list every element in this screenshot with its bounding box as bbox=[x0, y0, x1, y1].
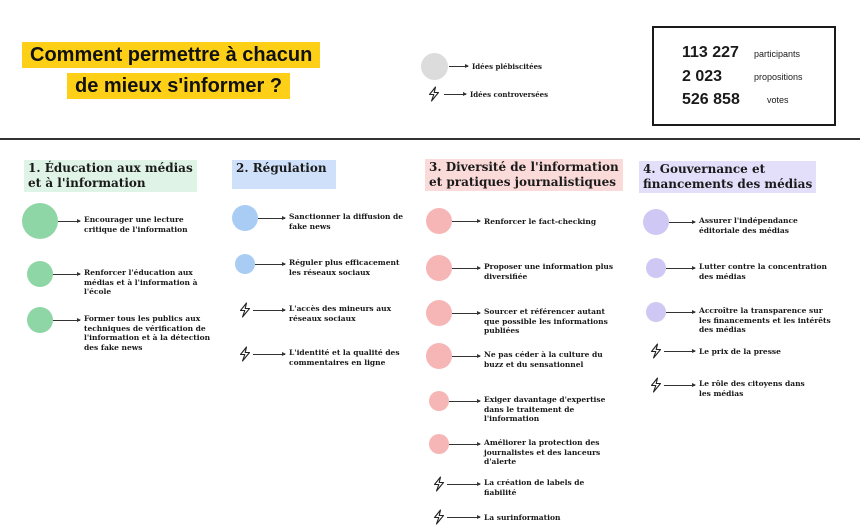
idea-label bbox=[484, 438, 600, 467]
idea-label-line: Réguler plus efficacement bbox=[289, 258, 400, 267]
idea-label-line: que possible les informations bbox=[484, 316, 608, 326]
arrow-icon bbox=[452, 313, 480, 314]
arrow-icon bbox=[255, 264, 285, 265]
category-title-line: 1. Éducation aux médias bbox=[28, 161, 193, 175]
stat-participants bbox=[682, 44, 739, 62]
category-title-regulation bbox=[232, 160, 336, 189]
idea-bubble bbox=[232, 205, 258, 231]
idea-label-line: Lutter contre la concentration bbox=[699, 262, 827, 271]
page-title-line-1: Comment permettre à chacun bbox=[22, 42, 320, 68]
page-title-line-2: de mieux s'informer ? bbox=[67, 73, 290, 99]
arrow-icon bbox=[452, 268, 480, 269]
idea-label bbox=[699, 216, 798, 235]
idea-label-line: des médias bbox=[699, 271, 746, 281]
idea-bubble bbox=[235, 254, 255, 274]
idea-label-line: l'école bbox=[84, 287, 112, 296]
idea-label bbox=[699, 306, 831, 335]
idea-bubble bbox=[426, 208, 452, 234]
idea-bubble bbox=[646, 258, 666, 278]
header-divider bbox=[0, 138, 860, 140]
idea-label-line: Ne pas céder à la culture du bbox=[484, 350, 603, 359]
idea-bubble bbox=[426, 300, 452, 326]
idea-label bbox=[484, 350, 603, 369]
idea-label-line: journalistes et des lanceurs bbox=[484, 447, 601, 457]
arrow-icon bbox=[253, 354, 285, 355]
idea-bubble bbox=[27, 261, 53, 287]
legend-controversy-label: Idées controversées bbox=[470, 89, 549, 99]
category-title-line: et pratiques journalistiques bbox=[429, 175, 617, 189]
idea-label bbox=[484, 395, 605, 424]
idea-label-line: fiabilité bbox=[484, 487, 517, 497]
idea-label-line: d'alerte bbox=[484, 457, 517, 466]
idea-label bbox=[699, 347, 781, 357]
arrow-icon bbox=[447, 517, 480, 518]
arrow-icon bbox=[449, 401, 480, 402]
arrow-icon bbox=[258, 218, 285, 219]
idea-label-line: l'information et à la détection bbox=[84, 333, 211, 342]
idea-label bbox=[289, 258, 399, 277]
stat-label: votes bbox=[767, 95, 789, 105]
arrow-icon bbox=[664, 351, 695, 352]
idea-label bbox=[484, 513, 560, 523]
idea-label bbox=[289, 348, 400, 367]
stat-label: propositions bbox=[754, 72, 803, 82]
category-title-education bbox=[24, 160, 197, 192]
idea-label-line: dans le traitement de bbox=[484, 404, 575, 414]
legend-controversy bbox=[427, 86, 548, 102]
idea-label-line: Encourager une lecture bbox=[84, 215, 184, 224]
category-title-line: 2. Régulation bbox=[236, 161, 327, 175]
idea-bubble bbox=[426, 343, 452, 369]
idea-bubble bbox=[643, 209, 669, 235]
legend-bubble-icon bbox=[421, 53, 448, 80]
arrow-icon bbox=[53, 274, 80, 275]
idea-label-line: Proposer une information plus bbox=[484, 262, 614, 271]
idea-label bbox=[484, 217, 596, 227]
idea-label bbox=[84, 314, 210, 352]
arrow-icon bbox=[669, 222, 695, 223]
legend-arrow-icon bbox=[449, 66, 468, 67]
idea-label-line: fake news bbox=[289, 221, 331, 231]
arrow-icon bbox=[666, 312, 695, 313]
idea-bubble bbox=[646, 302, 666, 322]
arrow-icon bbox=[452, 356, 480, 357]
idea-label-line: Sanctionner la diffusion de bbox=[289, 212, 404, 221]
idea-label-line: Renforcer le fact-checking bbox=[484, 217, 597, 226]
arrow-icon bbox=[449, 444, 480, 445]
idea-label-line: les financements et les intérêts bbox=[699, 315, 831, 325]
idea-label-line: critique de l'information bbox=[84, 224, 188, 234]
idea-label-line: Assurer l'indépendance bbox=[699, 216, 798, 225]
idea-label-line: techniques de vérification de bbox=[84, 323, 206, 333]
idea-label bbox=[484, 478, 584, 497]
idea-label bbox=[484, 307, 608, 336]
idea-label bbox=[84, 215, 188, 234]
idea-label bbox=[84, 268, 197, 297]
idea-label-line: les réseaux sociaux bbox=[289, 267, 370, 277]
lightning-icon bbox=[432, 509, 446, 525]
lightning-icon bbox=[649, 377, 663, 393]
idea-label-line: médias et à l'information à bbox=[84, 277, 198, 287]
idea-label-line: commentaires en ligne bbox=[289, 357, 386, 367]
legend-arrow-icon bbox=[444, 94, 466, 95]
category-title-line: financements des médias bbox=[643, 177, 813, 191]
idea-bubble bbox=[22, 203, 58, 239]
lightning-icon bbox=[427, 86, 441, 102]
idea-label-line: Améliorer la protection des bbox=[484, 438, 600, 447]
stat-value: 2 023 bbox=[682, 68, 723, 85]
idea-label bbox=[289, 212, 403, 231]
idea-label-line: Accroître la transparence sur bbox=[699, 306, 823, 315]
arrow-icon bbox=[53, 320, 80, 321]
category-title-line: 4. Gouvernance et bbox=[643, 162, 766, 176]
idea-label-line: des médias bbox=[699, 325, 746, 334]
idea-label bbox=[699, 262, 827, 281]
legend-plebiscite-label: Idées plébiscitées bbox=[472, 62, 542, 71]
arrow-icon bbox=[58, 221, 80, 222]
idea-label-line: Le rôle des citoyens dans bbox=[699, 379, 805, 388]
idea-label-line: des fake news bbox=[84, 342, 143, 352]
idea-label-line: Exiger davantage d'expertise bbox=[484, 395, 606, 404]
arrow-icon bbox=[664, 385, 695, 386]
stat-label: participants bbox=[754, 49, 801, 59]
idea-label bbox=[289, 304, 391, 323]
idea-label-line: diversifiée bbox=[484, 271, 528, 281]
idea-label-line: L'identité et la qualité des bbox=[289, 348, 400, 357]
idea-label-line: publiées bbox=[484, 326, 520, 335]
idea-label-line: l'information bbox=[484, 414, 540, 423]
idea-label-line: Former tous les publics aux bbox=[84, 314, 201, 323]
idea-label bbox=[484, 262, 613, 281]
arrow-icon bbox=[666, 268, 695, 269]
idea-label-line: La surinformation bbox=[484, 513, 561, 522]
stat-value: 526 858 bbox=[682, 91, 740, 108]
arrow-icon bbox=[452, 221, 480, 222]
idea-label-line: La création de labels de bbox=[484, 478, 585, 487]
idea-bubble bbox=[429, 391, 449, 411]
idea-bubble bbox=[27, 307, 53, 333]
idea-label-line: les médias bbox=[699, 388, 744, 398]
arrow-icon bbox=[447, 484, 480, 485]
category-title-gouvernance bbox=[639, 161, 816, 193]
lightning-icon bbox=[238, 346, 252, 362]
arrow-icon bbox=[253, 310, 285, 311]
lightning-icon bbox=[649, 343, 663, 359]
idea-label-line: Sourcer et référencer autant bbox=[484, 307, 605, 316]
stat-propositions bbox=[682, 68, 722, 86]
legend-plebiscite bbox=[421, 53, 542, 80]
category-title-diversite bbox=[425, 159, 623, 191]
lightning-icon bbox=[238, 302, 252, 318]
idea-label bbox=[699, 379, 805, 398]
idea-label-line: éditoriale des médias bbox=[699, 225, 789, 235]
idea-label-line: Le prix de la presse bbox=[699, 347, 781, 356]
idea-label-line: Renforcer l'éducation aux bbox=[84, 268, 193, 277]
lightning-icon bbox=[432, 476, 446, 492]
idea-label-line: buzz et du sensationnel bbox=[484, 359, 584, 369]
category-title-line: et à l'information bbox=[28, 176, 146, 190]
category-title-line: 3. Diversité de l'information bbox=[429, 160, 619, 174]
stat-value: 113 227 bbox=[682, 44, 739, 61]
stats-box bbox=[652, 26, 836, 126]
idea-bubble bbox=[429, 434, 449, 454]
stat-votes bbox=[682, 91, 740, 109]
idea-bubble bbox=[426, 255, 452, 281]
idea-label-line: L'accès des mineurs aux bbox=[289, 304, 392, 313]
idea-label-line: réseaux sociaux bbox=[289, 313, 356, 323]
